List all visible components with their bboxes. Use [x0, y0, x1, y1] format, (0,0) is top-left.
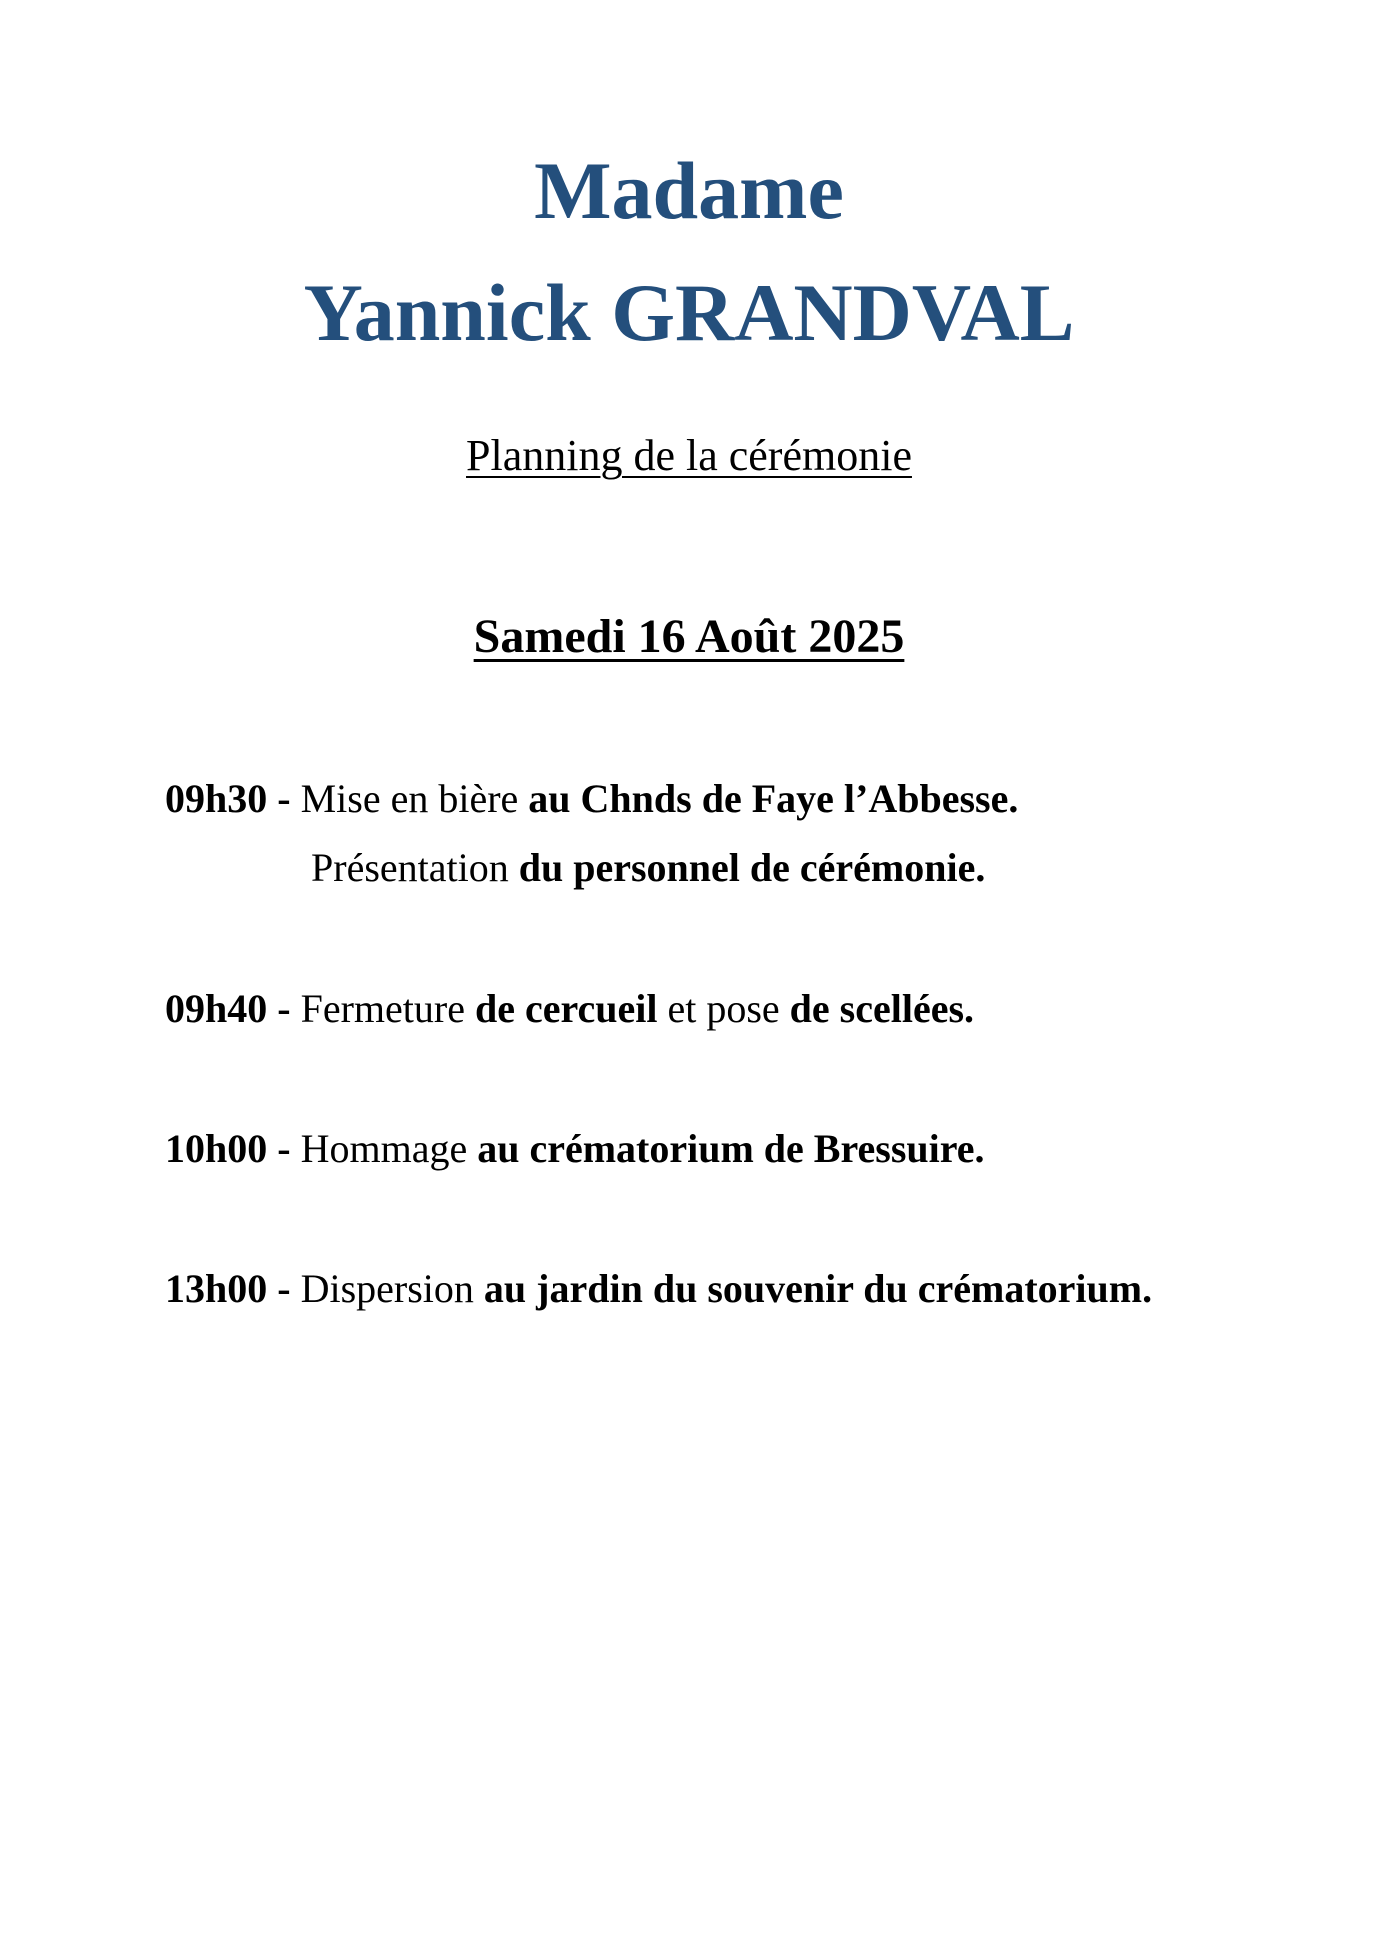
schedule-item — [165, 1126, 985, 1171]
schedule-time: 09h40 - — [165, 986, 291, 1031]
schedule-detail: de cercueil — [474, 986, 658, 1031]
schedule-item — [165, 776, 1019, 821]
schedule-location: au crématorium de Bressuire. — [477, 1126, 985, 1171]
schedule-text: et pose — [657, 986, 790, 1031]
schedule-detail: de scellées. — [789, 986, 975, 1031]
schedule-time: 13h00 - — [165, 1266, 291, 1311]
schedule-item-continuation — [311, 845, 986, 890]
schedule-text: Présentation — [311, 845, 519, 890]
schedule-item — [165, 1266, 1153, 1311]
title-name: Yannick GRANDVAL — [303, 267, 1075, 358]
schedule-item — [165, 986, 975, 1031]
ceremony-date: Samedi 16 Août 2025 — [473, 610, 905, 663]
title-honorific: Madame — [534, 145, 844, 236]
schedule-text: Dispersion — [290, 1266, 484, 1311]
schedule-text: Fermeture — [290, 986, 475, 1031]
schedule-text: Hommage — [290, 1126, 478, 1171]
schedule-location: au jardin du souvenir du crématorium. — [483, 1266, 1153, 1311]
schedule-time: 09h30 - — [165, 776, 291, 821]
schedule-text: Mise en bière — [290, 776, 529, 821]
schedule-detail: du personnel de cérémonie. — [518, 845, 986, 890]
subtitle: Planning de la cérémonie — [466, 431, 912, 480]
schedule-time: 10h00 - — [165, 1126, 291, 1171]
schedule-location: au Chnds de Faye l’Abbesse. — [528, 776, 1019, 821]
